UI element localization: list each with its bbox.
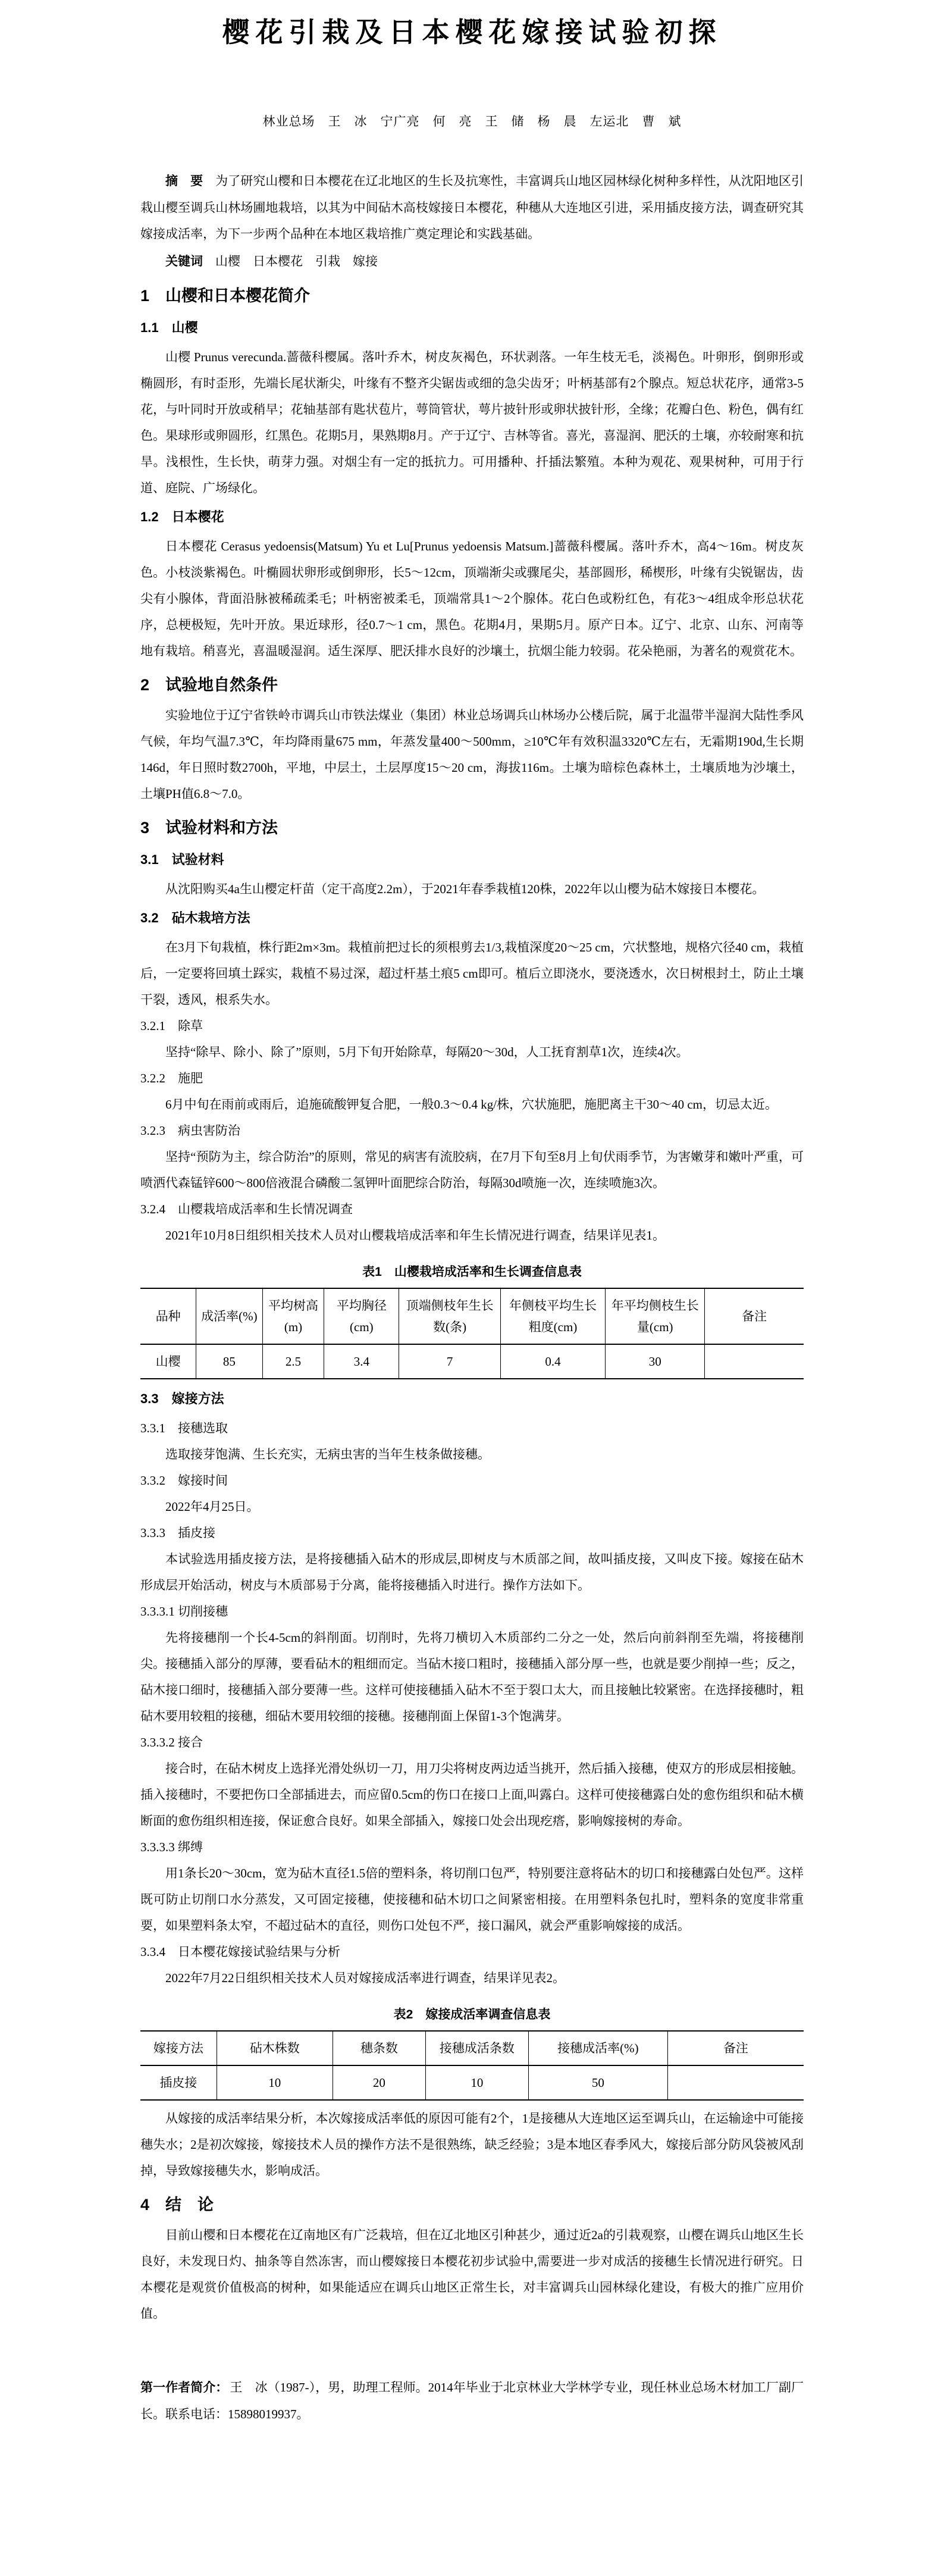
abstract-label: 摘 要 [165, 174, 203, 188]
table-cell: 85 [196, 1344, 263, 1379]
cherry-planting-survival-table [140, 1288, 804, 1379]
table-cell: 10 [425, 2065, 528, 2100]
section-3-3-2-paragraph: 2022年4月25日。 [165, 1500, 259, 1514]
section-3-1-paragraph: 从沈阳购买4a生山樱定杆苗（定干高度2.2m），于2021年春季栽植120株，2022年以山樱为砧木嫁接日本樱花。 [165, 882, 765, 896]
table-header-cell: 穗条数 [333, 2031, 425, 2065]
section-3-2-2-heading: 3.2.2 施肥 [140, 1071, 203, 1085]
table-cell: 20 [333, 2065, 425, 2100]
section-1-heading: 1 山樱和日本樱花简介 [140, 287, 311, 305]
section-3-3-4-paragraph: 2022年7月22日组织相关技术人员对嫁接成活率进行调查，结果详见表2。 [165, 1971, 565, 1985]
section-2-paragraph: 实验地位于辽宁省铁岭市调兵山市铁法煤业（集团）林业总场调兵山林场办公楼后院，属于北温带半湿润大陆性季风气候，年均气温7.3℃，年均降雨量675 mm，年蒸发量400～500mm，≥10℃年有效积温3320℃左右，无霜期190d,生长期146d，年日照时数2700h，平地，中层土，土层厚度15～20 cm，海拔116m。土壤为暗棕色森林土，土壤质地为沙壤土，土壤PH值6.8～7.0。 [140, 708, 804, 801]
analysis-paragraph: 从嫁接的成活率结果分析，本次嫁接成活率低的原因可能有2个，1是接穗从大连地区运至调兵山，在运输途中可能接穗失水；2是初次嫁接，嫁接技术人员的操作方法不是很熟练，缺乏经验；3是本地区春季风大，嫁接后部分防风袋被风刮掉，导致嫁接穗失水，影响成活。 [140, 2111, 804, 2178]
section-1-2-heading: 1.2 日本樱花 [140, 509, 224, 524]
grafting-survival-table [140, 2030, 804, 2101]
keywords-text: 山樱 日本樱花 引栽 嫁接 [215, 254, 378, 268]
table-cell: 插皮接 [159, 2076, 197, 2090]
section-4-paragraph: 目前山樱和日本樱花在辽南地区有广泛栽培，但在辽北地区引种甚少，通过近2a的引栽观察，山樱在调兵山地区生长良好，未发现日灼、抽条等自然冻害，而山樱嫁接日本樱花初步试验中,需要进一步对成活的接穗生长情况进行研究。日本樱花是观赏价值极高的树种，如果能适应在调兵山地区正常生长，对丰富调兵山园林绿化建设，有极大的推广应用价值。 [140, 2228, 804, 2321]
section-4-heading: 4 结 论 [140, 2196, 214, 2214]
table-header-cell: 备注 [667, 2031, 804, 2065]
table-header-cell: 顶端侧枝年生长数(条) [399, 1288, 501, 1344]
keywords-label: 关键词 [165, 255, 203, 268]
section-3-2-1-heading: 3.2.1 除草 [140, 1019, 203, 1033]
section-3-2-4-heading: 3.2.4 山樱栽培成活率和生长情况调查 [140, 1202, 353, 1216]
section-3-1-heading: 3.1 试验材料 [140, 852, 224, 867]
section-3-heading: 3 试验材料和方法 [140, 819, 278, 837]
paper-title: 樱花引栽及日本樱花嫁接试验初探 [222, 17, 722, 48]
section-3-3-3-2-heading: 3.3.3.2 接合 [140, 1735, 203, 1749]
table2-caption: 表2 嫁接成活率调查信息表 [393, 2008, 551, 2021]
section-3-3-3-heading: 3.3.3 插皮接 [140, 1526, 215, 1540]
table-cell: 50 [528, 2065, 667, 2100]
table-header-row [140, 2031, 804, 2065]
section-3-2-heading: 3.2 砧木栽培方法 [140, 910, 250, 925]
table-header-cell: 成活率(%) [196, 1288, 263, 1344]
section-3-2-3-heading: 3.2.3 病虫害防治 [140, 1123, 240, 1138]
table-cell: 30 [606, 1344, 705, 1379]
table-row [140, 1344, 804, 1379]
table-row [140, 2065, 804, 2100]
abstract-paragraph [140, 168, 804, 247]
section-3-3-heading: 3.3 嫁接方法 [140, 1391, 224, 1406]
section-1-1-heading: 1.1 山樱 [140, 320, 198, 335]
section-3-2-4-paragraph: 2021年10月8日组织相关技术人员对山樱栽培成活率和年生长情况进行调查，结果详见表1。 [165, 1228, 665, 1242]
section-3-3-3-paragraph: 本试验选用插皮接方法，是将接穗插入砧木的形成层,即树皮与木质部之间，故叫插皮接，又叫皮下接。嫁接在砧木形成层开始活动，树皮与木质部易于分离，能将接穗插入时进行。操作方法如下。 [140, 1552, 804, 1592]
table-cell: 10 [217, 2065, 333, 2100]
section-3-3-3-2-paragraph: 接合时，在砧木树皮上选择光滑处纵切一刀，用刀尖将树皮两边适当挑开，然后插入接穗，使双方的形成层相接触。插入接穗时，不要把伤口全部插进去，而应留0.5cm的伤口在接口上面,叫露白。这样可使接穗露白处的愈伤组织和砧木横断面的愈伤组织相连接，保证愈合良好。如果全部插入，嫁接口处会出现疙瘩，影响嫁接树的寿命。 [140, 1761, 804, 1828]
section-3-2-1-paragraph: 坚持“除早、除小、除了”原则，5月下旬开始除草，每隔20～30d，人工抚育割草1次，连续4次。 [165, 1045, 689, 1059]
table-header-cell: 年侧枝平均生长粗度(cm) [500, 1288, 605, 1344]
table-cell: 3.4 [324, 1344, 399, 1379]
table-cell: 山樱 [155, 1354, 181, 1369]
table-header-cell: 接穗成活率(%) [528, 2031, 667, 2065]
table-cell [705, 1344, 804, 1379]
abstract-text: 为了研究山樱和日本樱花在辽北地区的生长及抗寒性，丰富调兵山地区园林绿化树种多样性，从沈阳地区引栽山樱至调兵山林场圃地栽培，以其为中间砧木高枝嫁接日本樱花，种穗从大连地区引进，采用插皮接方法，调查研究其嫁接成活率，为下一步两个品种在本地区栽培推广奠定理论和实践基础。 [140, 174, 804, 241]
section-3-3-1-heading: 3.3.1 接穗选取 [140, 1421, 228, 1435]
section-3-3-1-paragraph: 选取接芽饱满、生长充实，无病虫害的当年生枝条做接穗。 [165, 1447, 490, 1461]
table-header-cell: 砧木株数 [217, 2031, 333, 2065]
table-header-cell: 年平均侧枝生长量(cm) [606, 1288, 705, 1344]
section-3-3-4-heading: 3.3.4 日本樱花嫁接试验结果与分析 [140, 1945, 340, 1959]
section-1-1-paragraph: 山樱 Prunus verecunda.蔷薇科樱属。落叶乔木，树皮灰褐色，环状剥落。一年生枝无毛，淡褐色。叶卵形，倒卵形或椭圆形，有时歪形，先端长尾状渐尖，叶缘有不整齐尖锯齿或细的急尖齿牙；叶柄基部有2个腺点。短总状花序，通常3-5花，与叶同时开放或稍早；花轴基部有匙状苞片，萼筒管状，萼片披针形或卵状披针形，全缘；花瓣白色、粉色，偶有红色。果球形或卵圆形，红黑色。花期5月，果熟期8月。产于辽宁、吉林等省。喜光，喜湿润、肥沃的土壤，亦较耐寒和抗旱。浅根性，生长快，萌芽力强。对烟尘有一定的抵抗力。可用播种、扦插法繁殖。本种为观花、观果树种，可用于行道、庭院、广场绿化。 [140, 350, 804, 495]
section-3-2-2-paragraph: 6月中旬在雨前或雨后，追施硫酸钾复合肥，一般0.3～0.4 kg/株，穴状施肥，施肥离主干30～40 cm，切忌太近。 [165, 1097, 777, 1112]
bio-label: 第一作者简介： [140, 2381, 228, 2395]
table-cell [667, 2065, 804, 2100]
keywords-line [140, 248, 804, 275]
table-header-cell: 平均树高(m) [262, 1288, 324, 1344]
table-header-cell: 嫁接方法 [140, 2031, 217, 2065]
section-3-3-3-1-paragraph: 先将接穗削一个长4-5cm的斜削面。切削时，先将刀横切入木质部约二分之一处，然后向前斜削至先端，将接穗削尖。接穗插入部分的厚薄，要看砧木的粗细而定。当砧木接口粗时，接穗插入部分厚一些，也就是要少削掉一些；反之，砧木接口细时，接穗插入部分要薄一些。这样可使接穗插入砧木不至于裂口太大，而且接触比较紧密。在选择接穗时，粗砧木要用较粗的接穗，细砧木要用较细的接穗。接穗削面上保留1-3个饱满芽。 [140, 1630, 804, 1723]
table-header-cell: 备注 [705, 1288, 804, 1344]
table-cell: 0.4 [500, 1344, 605, 1379]
first-author-bio [140, 2374, 804, 2427]
table-header-cell: 接穗成活条数 [425, 2031, 528, 2065]
bio-text: 王 冰（1987-），男，助理工程师。2014年毕业于北京林业大学林学专业，现任林业总场木材加工厂副厂长。联系电话：15898019937。 [140, 2380, 804, 2421]
table-cell: 7 [399, 1344, 501, 1379]
table-header-cell: 平均胸径(cm) [324, 1288, 399, 1344]
abstract-block [140, 168, 804, 275]
section-2-heading: 2 试验地自然条件 [140, 676, 278, 694]
table-header-row [140, 1288, 804, 1344]
section-3-3-2-heading: 3.3.2 嫁接时间 [140, 1473, 228, 1488]
table-header-cell: 品种 [140, 1288, 196, 1344]
table1-caption: 表1 山樱栽培成活率和生长调查信息表 [362, 1265, 582, 1279]
section-3-3-3-1-heading: 3.3.3.1 切削接穗 [140, 1604, 228, 1619]
section-1-2-paragraph: 日本樱花 Cerasus yedoensis(Matsum) Yu et Lu[Prunus yedoensis Matsum.]蔷薇科樱属。落叶乔木，高4～16m。树皮灰色。小枝淡紫褐色。叶椭圆状卵形或倒卵形，长5～12cm，顶端渐尖或骤尾尖，基部圆形，稀楔形，叶缘有尖锐锯齿，齿尖有小腺体，背面沿脉被稀疏柔毛；叶柄密被柔毛，顶端常具1～2个腺体。花白色或粉红色，有花3～4组成伞形总状花序，总梗极短，先叶开放。果近球形，径0.7～1 cm，黑色。花期4月，果期5月。原产日本。辽宁、北京、山东、河南等地有栽培。稍喜光，喜温暖湿润。适生深厚、肥沃排水良好的沙壤土，抗烟尘能力较弱。花朵艳丽，为著名的观赏花木。 [140, 539, 804, 658]
table-cell: 2.5 [262, 1344, 324, 1379]
section-3-2-3-paragraph: 坚持“预防为主，综合防治”的原则，常见的病害有流胶病，在7月下旬至8月上旬伏雨季节，为害嫩芽和嫩叶严重，可喷洒代森锰锌600～800倍液混合磷酸二氢钾叶面肥综合防治，每隔30d喷施一次，连续喷施3次。 [140, 1150, 804, 1190]
section-3-3-3-3-heading: 3.3.3.3 绑缚 [140, 1840, 203, 1854]
bio-paragraph [140, 2374, 804, 2427]
section-3-2-paragraph: 在3月下旬栽植，株行距2m×3m。栽植前把过长的须根剪去1/3,栽植深度20～25 cm，穴状整地，规格穴径40 cm，栽植后，一定要将回填土踩实，栽植不易过深，超过杆基土痕5 cm即可。植后立即浇水，要浇透水，次日树根封土，防止土壤干裂，透风，根系失水。 [140, 940, 804, 1007]
authors-line: 林业总场 王 冰 宁广亮 何 亮 王 储 杨 晨 左运北 曹 斌 [262, 114, 682, 129]
section-3-3-3-3-paragraph: 用1条长20～30cm，宽为砧木直径1.5倍的塑料条，将切削口包严，特别要注意将砧木的切口和接穗露白处包严。这样既可防止切削口水分蒸发，又可固定接穗，使接穗和砧木切口之间紧密相接。在用塑料条包扎时，塑料条的宽度非常重要，如果塑料条太窄，不超过砧木的直径，则伤口处包不严，接口漏风，就会严重影响嫁接的成活。 [140, 1866, 804, 1933]
